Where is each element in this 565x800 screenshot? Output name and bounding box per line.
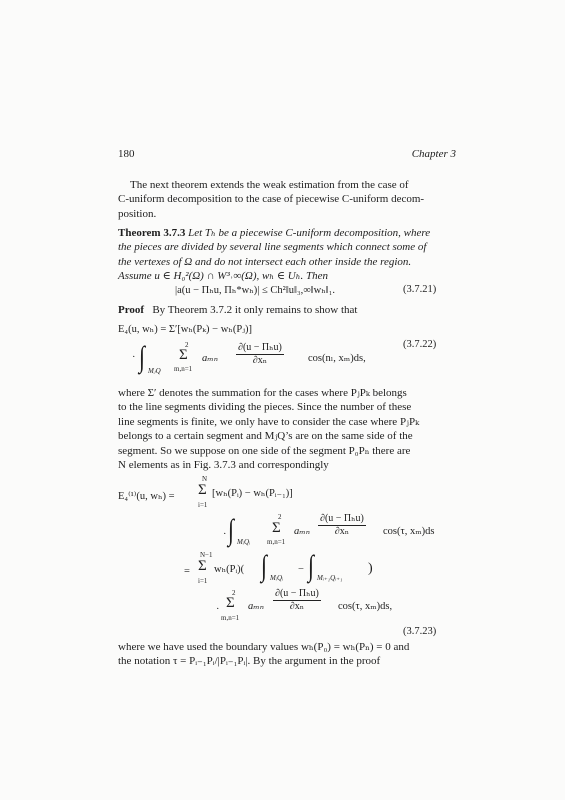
chapter-heading: Chapter 3	[411, 148, 456, 160]
theorem-label: Theorem 3.7.3	[118, 227, 186, 239]
sum-body: [wₕ(Pᵢ) − wₕ(Pᵢ₋₁)]	[212, 488, 293, 499]
proof-intro	[118, 303, 357, 318]
text-line: the vertexes of Ω and do not intersect each other inside the region.	[118, 255, 412, 268]
partial-fraction	[318, 513, 366, 538]
integral-domain: MⱼQ	[148, 367, 161, 375]
book-page: 180 Chapter 3 The next theorem extends the weak estimation from the case of C-uniform decomposition to the case of piecewise C-uniform decom- position. Theorem 3.7.3 Let Tₕ be a piecewise C-uniform decomposition, where the pieces are divided by several line segments which connect some of the vertexes of Ω and do not intersect each other inside the region. Assume u ∈ H₀²(Ω) ∩ W³˒∞(Ω), wₕ ∈ Uₕ. Then |a(u − Πₕu, Πₕ*wₕ)| ≤ Ch²‖u‖₃,∞‖wₕ‖₁. (3.7.21) Proof By Theorem 3.7.2 it only remains to show that E₄(u, wₕ) = Σ′[wₕ(Pₖ) − wₕ(Pⱼ)] · ∫ MⱼQ 2 Σ m,n=1 aₘₙ ∂(u − Πₕu) ∂xₙ cos(nₗ, xₘ)ds, (3.7.22) where Σ′ denotes the summation for the cases where PⱼPₖ belongs to the line segments dividing the pieces. Since the number of these line segments is finite, we only have to consider the case where PⱼPₖ belongs to a certain segment and MⱼQ’s are on the same side of the segment. So we suppose on one side of the segment P₀Pₙ there are N elements as in Fig. 3.7.3 and correspondingly E₄⁽¹⁾(u, wₕ) = N Σ i=1 [wₕ(Pᵢ) − wₕ(Pᵢ₋₁)] · ∫ MᵢQᵢ 2 Σ m,n=1 aₘₙ ∂(u − Πₕu) ∂xₙ cos(τ, xₘ)ds = N−1 Σ i=1 wₕ(Pᵢ)( ∫ MᵢQᵢ − ∫ Mᵢ₊₁Qᵢ₊₁ ) · 2 Σ m,n=1 aₘₙ ∂(u − Πₕu) ∂xₙ cos(τ, xₘ)ds, (3.7.23) where we have used the boundary values wₕ(P₀) = wₕ(Pₙ) = 0 and the notation τ = Pᵢ₋₁Pᵢ/|Pᵢ₋₁Pᵢ|. By the argument in the proof	[118, 148, 456, 668]
sum-upper: 2	[185, 341, 189, 349]
equation-3-7-21: |a(u − Πₕu, Πₕ*wₕ)| ≤ Ch²‖u‖₃,∞‖wₕ‖₁.	[175, 285, 336, 296]
text-line: belongs to a certain segment and MⱼQ’s are on the same side of the	[118, 430, 413, 443]
integral-domain: MᵢQᵢ	[237, 538, 251, 546]
text-line: segment. So we suppose on one side of the segment P₀Pₙ there are	[118, 444, 411, 457]
coefficient: aₘₙ	[248, 601, 264, 612]
text-line: to the line segments dividing the pieces. Since the number of these	[118, 401, 412, 414]
text-line: line segments is finite, we only have to consider the case where PⱼPₖ	[118, 415, 420, 428]
proof-intro-text: By Theorem 3.7.2 it only remains to show that	[152, 304, 358, 316]
eq23-lhs: E₄⁽¹⁾(u, wₕ) =	[118, 491, 175, 502]
page-number: 180	[118, 148, 135, 160]
equation-tail: cos(τ, xₘ)ds	[383, 526, 435, 537]
sum-sign: Σ	[226, 595, 235, 611]
theorem-block	[118, 226, 456, 284]
integral-sign: ∫	[261, 548, 268, 583]
fraction-denominator: ∂xₙ	[334, 526, 350, 537]
integral-domain: MᵢQᵢ	[270, 574, 284, 582]
text-line: C-uniform decomposition to the case of piecewise C-uniform decom-	[118, 193, 425, 206]
equation-number: (3.7.22)	[403, 339, 437, 350]
fraction-numerator: ∂(u − Πₕu)	[320, 513, 364, 524]
equation-3-7-23: E₄⁽¹⁾(u, wₕ) = N Σ i=1 [wₕ(Pᵢ) − wₕ(Pᵢ₋₁)] · ∫ MᵢQᵢ 2 Σ m,n=1 aₘₙ ∂(u − Πₕu) ∂xₙ cos(τ, xₘ)ds = N−1 Σ i=1 wₕ(Pᵢ)( ∫ MᵢQᵢ − ∫ Mᵢ₊₁Qᵢ₊₁ ) · 2 Σ m,n=1 aₘₙ ∂(u − Πₕu) ∂xₙ cos(τ, xₘ)ds,	[118, 475, 435, 622]
integral-sign: ∫	[228, 512, 235, 547]
equation-3-7-22-lhs: E₄(u, wₕ) = Σ′[wₕ(Pₖ) − wₕ(Pⱼ)]	[118, 324, 252, 335]
sum-upper: N	[202, 475, 208, 483]
fraction-numerator: ∂(u − Πₕu)	[275, 588, 319, 599]
sum-sign: Σ	[198, 482, 207, 498]
proof-closing	[118, 640, 456, 669]
sum-upper: 2	[278, 513, 282, 521]
proof-body	[118, 386, 456, 472]
equation-tail: cos(nₗ, xₘ)ds,	[308, 353, 366, 364]
sum-upper: N−1	[200, 551, 213, 559]
close-paren: )	[368, 561, 373, 576]
sum-lower: i=1	[198, 501, 208, 509]
coefficient: aₘₙ	[202, 353, 218, 364]
sum-sign: Σ	[198, 558, 207, 574]
sum-lower: m,n=1	[267, 538, 286, 546]
sum-upper: 2	[232, 589, 236, 597]
integral-sign: ∫	[139, 339, 146, 374]
fraction-numerator: ∂(u − Πₕu)	[238, 342, 282, 353]
coefficient: aₘₙ	[294, 526, 310, 537]
sum-lower: m,n=1	[221, 614, 240, 622]
text-line: The next theorem extends the weak estimation from the case of	[130, 179, 409, 191]
integral-domain: Mᵢ₊₁Qᵢ₊₁	[317, 574, 343, 582]
equals-sign: =	[184, 566, 190, 577]
partial-fraction	[273, 588, 321, 613]
minus-sign: −	[298, 564, 304, 575]
sum-lower: m,n=1	[174, 365, 193, 373]
text-line: position.	[118, 207, 157, 220]
text-line: Let Tₕ be a piecewise C-uniform decomposition, where	[188, 227, 431, 239]
text-line: Assume u ∈ H₀²(Ω) ∩ W³˒∞(Ω), wₕ ∈ Uₕ. Then	[118, 270, 328, 283]
fraction-denominator: ∂xₙ	[289, 601, 305, 612]
sum-sign: Σ	[272, 520, 281, 536]
integral-sign: ∫	[308, 548, 315, 583]
sum-lower: i=1	[198, 577, 208, 585]
text-line: the pieces are divided by several line segments which connect some of	[118, 241, 427, 254]
equation-number: (3.7.23)	[403, 626, 437, 637]
equation-number: (3.7.21)	[403, 284, 437, 295]
sum-sign: Σ	[179, 347, 188, 363]
sum-body: wₕ(Pᵢ)(	[214, 564, 245, 575]
fraction-denominator: ∂xₙ	[252, 355, 268, 366]
proof-label: Proof	[118, 304, 145, 316]
partial-fraction	[236, 342, 284, 367]
text-line: where we have used the boundary values wₕ(P₀) = wₕ(Pₙ) = 0 and	[118, 641, 410, 653]
equation-tail: cos(τ, xₘ)ds,	[338, 601, 393, 612]
text-line: N elements as in Fig. 3.7.3 and correspondingly	[118, 459, 329, 472]
text-line: where Σ′ denotes the summation for the cases where PⱼPₖ belongs	[118, 387, 407, 399]
text-line: the notation τ = Pᵢ₋₁Pᵢ/|Pᵢ₋₁Pᵢ|. By the argument in the proof	[118, 655, 381, 668]
intro-paragraph	[118, 178, 456, 221]
